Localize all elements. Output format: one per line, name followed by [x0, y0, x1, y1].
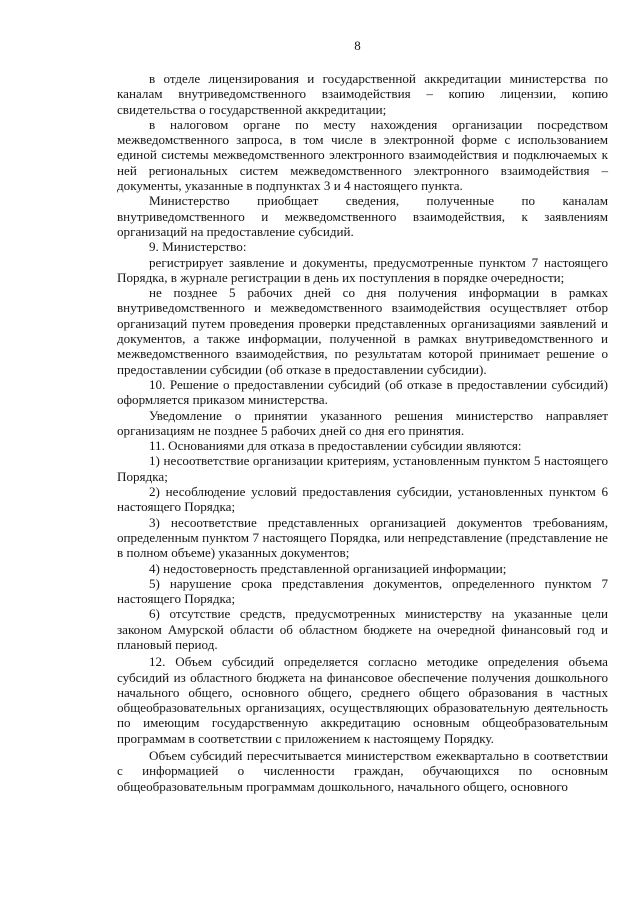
paragraph-recalculation: Объем субсидий пересчитывается министерством ежеквартально в соответствии с информацией о численности граждан, обучающихся по основным общеобразовательным программам дошкольного, начального общего, основного — [117, 748, 608, 794]
paragraph-ministry-attaches: Министерство приобщает сведения, полученные по каналам внутриведомственного и межведомственного взаимодействия, к заявлениям организаций на предоставление субсидий. — [117, 193, 608, 239]
paragraph-tax-authority: в налоговом органе по месту нахождения организации посредством межведомственного запроса, в том числе в электронной форме с использованием единой системы межведомственного электронного взаимодействия и подключаемых к ней региональных систем межведомственного электронного взаимодействия – документы, указанные в подпунктах 3 и 4 настоящего пункта. — [117, 116, 608, 194]
paragraph-item-10-decision: 10. Решение о предоставлении субсидий (об отказе в предоставлении субсидий) оформляется приказом министерства. — [117, 376, 608, 408]
paragraph-selection-deadline: не позднее 5 рабочих дней со дня получения информации в рамках внутриведомственного и межведомственного взаимодействия осуществляет отбор организаций путем проведения проверки представленных организациями заявлений и документов, а также информации, полученной в рамках внутриведомственного и межведомственного взаимодействия, по результатам которой принимает решение о предоставлении субсидии (об отказе в предоставлении субсидии). — [117, 285, 608, 377]
paragraph-item-9-heading: 9. Министерство: — [149, 239, 247, 255]
paragraph-refusal-reason-6: 6) отсутствие средств, предусмотренных министерству на указанные цели законом Амурской области об областном бюджете на очередной финансовый год и плановый период. — [117, 606, 608, 652]
page-number: 8 — [354, 38, 361, 53]
paragraph-registers-application: регистрирует заявление и документы, предусмотренные пунктом 7 настоящего Порядка, в журнале регистрации в день их поступления в порядке очередности; — [117, 254, 608, 285]
paragraph-refusal-reason-3: 3) несоответствие представленных организацией документов требованиям, определенным пунктом 7 настоящего Порядка, или непредставление (представление не в полном объеме) указанных документов; — [117, 514, 608, 561]
paragraph-item-11-heading: 11. Основаниями для отказа в предоставлении субсидии являются: — [149, 438, 522, 454]
paragraph-refusal-reason-2: 2) несоблюдение условий предоставления субсидии, установленных пунктом 6 настоящего Порядка; — [117, 484, 608, 515]
paragraph-licensing-department: в отделе лицензирования и государственной аккредитации министерства по каналам внутриведомственного взаимодействия – копию лицензии, копию свидетельства о государственной аккредитации; — [117, 71, 608, 117]
paragraph-item-12-volume: 12. Объем субсидий определяется согласно методике определения объема субсидий из областного бюджета на финансовое обеспечение получения дошкольного начального общего, основного общего, среднего общего образования в частных общеобразовательных организациях, осуществляющих образовательную деятельность по имеющим государственную аккредитацию основным общеобразовательным программам в соответствии с приложением к настоящему Порядку. — [117, 654, 608, 746]
paragraph-refusal-reason-1: 1) несоответствие организации критериям, установленным пунктом 5 настоящего Порядка; — [117, 453, 608, 484]
paragraph-notification: Уведомление о принятии указанного решения министерство направляет организациям не позднее 5 рабочих дней со дня его принятия. — [117, 407, 608, 438]
paragraph-refusal-reason-5: 5) нарушение срока представления документов, определенного пунктом 7 настоящего Порядка; — [117, 575, 608, 607]
paragraph-refusal-reason-4: 4) недостоверность представленной организацией информации; — [149, 560, 507, 576]
